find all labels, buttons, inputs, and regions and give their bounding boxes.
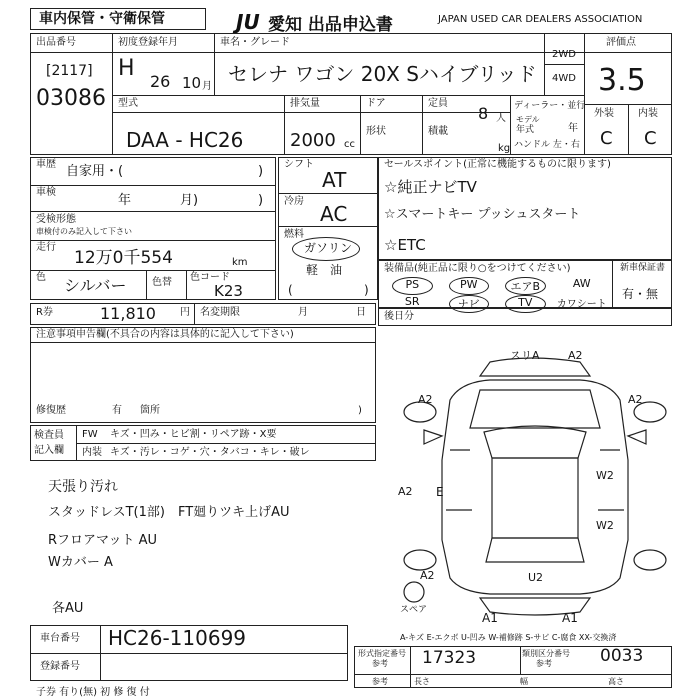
equip-pw: PW [449,277,490,295]
score-value: 3.5 [598,63,646,98]
frame-no-value: HC26-110699 [108,626,247,650]
car-name-label: 車名・グレード [220,37,290,48]
remarks-box [378,308,672,326]
note-4: Wカバー A [48,555,113,570]
damage-legend: A-キズ E-エクボ U-凹み W-補修跡 S-サビ C-腐食 XX-交換済 [400,633,617,642]
era-value: H [118,56,135,81]
note-2: スタッドレスT(1部) FT廻りツキ上げAU [48,505,290,520]
dealer-label: ディーラー・並行 [514,101,586,111]
fuel-close: ) [364,283,369,297]
diag-label-7: A2 [398,485,413,498]
diag-label-3: A2 [418,393,433,406]
repair-has: 有 [112,405,122,416]
lot-bracket: [2117] [46,63,93,79]
shift-label: シフト [284,159,314,170]
color-code-label: 色コード [190,272,230,283]
mileage-label: 走行 [36,242,56,253]
repair-place: 箇所 [140,405,160,416]
equip-aw: AW [572,277,591,290]
remarks-label: 後日分 [384,311,414,322]
sales-point-2: ☆スマートキー プッシュスタート [384,207,581,222]
diag-label-6: W2 [596,519,614,532]
interior-value: C [644,128,657,149]
handle-label: ハンドル 左・右 [514,140,580,150]
sales-point-label: セールスポイント(正常に機能するものに限ります) [384,159,611,170]
height-label: 高さ [608,677,624,686]
ref-label-2: 参考 [536,659,552,668]
repair-history-label: 修復歴 [36,405,66,416]
name-change-label: 名変期限 [200,307,240,318]
bottom-row: 子券 有り(無) 初 修 復 付 [36,687,150,698]
diag-label-9: U2 [528,571,544,584]
fw-label: FW [82,429,98,440]
4wd-label: 4WD [552,73,576,84]
inspection-label: 車検 [36,187,56,198]
reg-no-label: 登録番号 [40,661,80,672]
model-label: 型式 [118,98,138,109]
diag-label-10: A1 [482,611,498,625]
name-change-day: 日 [356,307,366,318]
interior-row-label: 内装 [82,447,102,458]
color-code-value: K23 [214,282,243,300]
fuel-open: ( [288,283,293,297]
lot-no-value: 03086 [36,86,106,111]
equip-leather: カワシート [556,299,607,310]
header-title: 愛知 出品申込書 [268,15,393,35]
door-label: ドア [366,98,386,109]
equip-ps: PS [392,277,433,295]
diag-label-11: A1 [562,611,578,625]
r-ticket-label: R券 [36,307,53,318]
equip-navi: ナビ [449,295,490,313]
sales-point-3: ☆ETC [384,236,426,254]
kg-label: kg [498,143,511,154]
note-3: Rフロアマット AU [48,533,158,548]
sales-point-1: ☆純正ナビTV [384,178,477,196]
equip-airbag: エアB [505,277,546,295]
model-year-label-2: 年式 [516,125,535,135]
equip-tv: TV [505,295,546,313]
frame-no-label: 車台番号 [40,633,80,644]
diag-label-2: A2 [568,349,583,362]
diag-label-4: A2 [628,393,643,406]
recv-label: 受検形態 [36,214,76,225]
cc-label: cc [344,139,355,150]
history-label: 車歴 [36,159,56,170]
model-year-label-1: モデル [516,115,540,124]
aircon-value: AC [320,202,348,226]
category-no-value: 0033 [600,646,644,666]
load-label: 積載 [428,126,448,137]
aircon-label: 冷房 [284,196,304,207]
memo-label: 記入欄 [34,445,64,456]
reg-year-value: 26 [150,72,171,91]
interior-items: キズ・汚レ・コゲ・穴・タバコ・キレ・破レ [110,447,310,458]
fw-items: キズ・凹み・ヒビ割・リペア跡・X要 [110,429,277,440]
ju-logo: JU [236,10,260,34]
history-close: ) [258,164,264,179]
person-label: 人 [496,113,506,124]
length-label: 長さ [414,677,430,686]
interior-label: 内装 [638,108,658,119]
model-value: DAA - HC26 [126,128,244,152]
name-change-month: 月 [298,307,308,318]
reg-month-value: 10 [182,74,202,92]
2wd-label: 2WD [552,49,576,60]
diag-label-5: W2 [596,469,614,482]
association-name: JAPAN USED CAR DEALERS ASSOCIATION [438,14,643,25]
gasoline-label: ガソリン [304,241,353,255]
reg-month-unit: 月 [202,81,212,92]
recv-note: 車検付のみ記入して下さい [36,227,132,236]
diag-label-8: A2 [420,569,435,582]
inspector-label: 検査員 [34,430,64,441]
history-value: 自家用・( [66,164,124,179]
notes-title: 注意事項申告欄(不具合の内容は具体的に記入して下さい) [36,329,294,340]
inspection-month: 月) [180,193,199,208]
inspection-year: 年 [118,193,132,208]
exterior-label: 外装 [594,108,614,119]
car-name-value: セレナ ワゴン 20X Sハイブリッド [228,62,537,86]
first-reg-label: 初度登録年月 [118,37,178,48]
inspection-close: ) [258,193,264,208]
lot-no-label: 出品番号 [36,37,76,48]
km-label: km [232,257,248,268]
capacity-value: 8 [478,104,489,123]
color-label: 色 [36,272,46,283]
new-warranty-label: 新車保証書 [620,263,666,273]
diag-label-12: E [436,485,444,499]
equip-sr: SR [404,295,420,308]
ref-label-1: 参考 [372,659,388,668]
r-ticket-value: 11,810 [100,304,156,323]
spare-label: スペア [400,605,428,615]
score-label: 評価点 [606,37,636,48]
shape-label: 形状 [366,126,386,137]
mileage-value: 12万0千554 [74,248,173,268]
repair-close: ) [358,405,362,416]
capacity-label: 定員 [428,98,448,109]
displacement-value: 2000 [290,130,336,151]
displacement-label: 排気量 [290,98,320,109]
color-value: シルバー [64,276,127,295]
width-label: 幅 [520,677,528,686]
color-change-label: 色替 [152,277,172,288]
equipment-grid [384,277,610,311]
yen-label: 円 [180,307,190,318]
type-no-value: 17323 [422,648,477,668]
diag-label-1: スリA [510,349,540,362]
note-5: 各AU [52,601,84,616]
note-1: 天張り汚れ [48,479,118,495]
diesel-label: 軽 油 [306,263,343,277]
warranty-yn: 有・無 [622,287,659,301]
storage-box [30,8,206,30]
storage-label: 車内保管・守衛保管 [39,11,165,27]
exterior-value: C [600,128,613,149]
year-unit: 年 [568,123,578,134]
fuel-label: 燃料 [284,229,304,240]
type-designation-label: 形式指定番号 [358,649,406,658]
ref-label-3: 参考 [372,677,388,686]
category-no-label: 類別区分番号 [522,649,570,658]
equipment-label: 装備品(純正品に限り○をつけてください) [384,263,571,274]
shift-value: AT [322,168,347,192]
